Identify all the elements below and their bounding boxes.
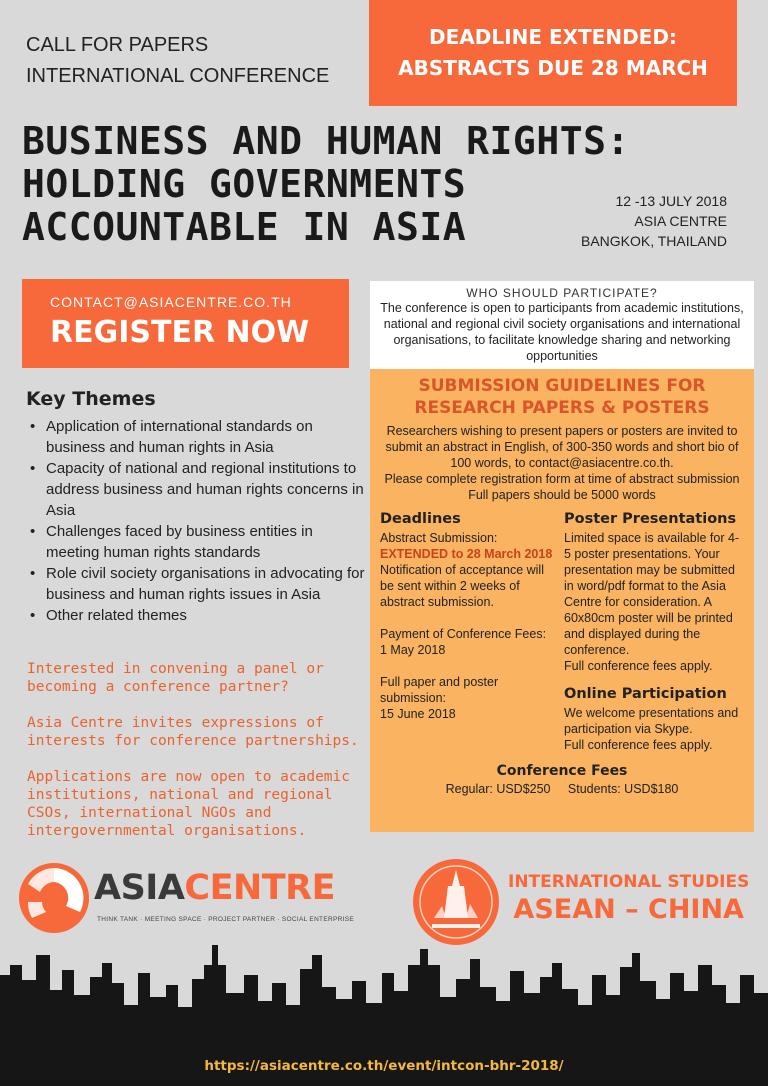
centre-word: CENTRE (184, 868, 336, 908)
submission-guidelines (370, 369, 754, 832)
themes-heading: Key Themes (26, 388, 156, 410)
submission-title (374, 375, 750, 419)
call-line-1: CALL FOR PAPERS (26, 34, 209, 56)
submission-intro-3: Full papers should be 5000 words (468, 488, 656, 502)
title-line-2: HOLDING GOVERNMENTS (22, 162, 467, 206)
is-line-1: INTERNATIONAL STUDIES (508, 872, 750, 892)
payment-label: Payment of Conference Fees: (380, 627, 547, 641)
list-item: • Application of international standards on business and human rights in Asia (26, 416, 366, 458)
themes-list (26, 416, 366, 626)
online-text: We welcome presentations and participation via Skype. (564, 706, 739, 736)
deadlines-column (374, 511, 558, 753)
asia-centre-tagline: THINK TANK · MEETING SPACE · PROJECT PARTNER · SOCIAL ENTERPRISE (97, 916, 354, 923)
who-heading: WHO SHOULD PARTICIPATE? (466, 286, 658, 300)
deadline-banner (369, 0, 737, 106)
key-themes (26, 388, 366, 626)
payment-date: 1 May 2018 (380, 643, 446, 657)
asia-word: ASIA (94, 868, 185, 908)
submission-intro (374, 423, 750, 503)
abstract-label: Abstract Submission: (380, 531, 498, 545)
full-paper-label: Full paper and poster submission: (380, 675, 499, 705)
partner-text-1: Interested in convening a panel or becoming a conference partner? (27, 661, 324, 695)
list-item: • Role civil society organisations in advocating for business and human rights issues in Asia (26, 563, 366, 605)
poster-column (558, 511, 746, 753)
list-item: • Challenges faced by business entities in meeting human rights standards (26, 521, 366, 563)
fees-heading: Conference Fees (496, 763, 628, 779)
event-location: BANGKOK, THAILAND (580, 233, 727, 249)
call-line-2: INTERNATIONAL CONFERENCE (26, 65, 330, 87)
poster-text: Limited space is available for 4-5 poster presentations. Your presentation may be submitted in word/pdf format to the Asia Centre for consideration. A 60x80cm poster will be printed and displayed during the conference. (564, 531, 740, 657)
submission-title-line-1: SUBMISSION GUIDELINES FOR (418, 376, 706, 396)
register-now-button[interactable]: REGISTER NOW (50, 315, 310, 350)
event-date: 12 -13 JULY 2018 (615, 193, 727, 209)
asia-centre-wordmark (94, 868, 335, 908)
international-studies-logo-icon (412, 858, 500, 946)
title-line-1: BUSINESS AND HUMAN RIGHTS: (22, 119, 630, 163)
conference-fees (374, 763, 750, 796)
list-item: • Capacity of national and regional institutions to address business and human rights concerns in Asia (26, 458, 366, 521)
notification-text: Notification of acceptance will be sent within 2 weeks of abstract submission. (380, 563, 544, 609)
deadline-line-1: DEADLINE EXTENDED: (429, 25, 677, 49)
submission-columns (374, 511, 750, 753)
who-text: The conference is open to participants from academic institutions, national and regional civil society organisations and international organisations, to facilitate knowledge sharing and networking opportunities (380, 301, 744, 363)
partner-text-2: Asia Centre invites expressions of interests for conference partnerships. (27, 715, 359, 749)
event-venue: ASIA CENTRE (634, 213, 727, 229)
page-title (22, 120, 630, 249)
register-banner[interactable] (22, 279, 349, 368)
fee-students: Students: USD$180 (567, 782, 679, 796)
partner-text-3: Applications are now open to academic institutions, national and regional CSOs, international NGOs and intergovernmental organisations. (27, 769, 351, 839)
event-info (581, 191, 727, 251)
submission-intro-2: Please complete registration form at time of abstract submission (384, 472, 740, 486)
call-for-papers (26, 30, 329, 92)
submission-intro-1: Researchers wishing to present papers or posters are invited to submit an abstract in English, of 300-350 words and short bio of 100 words, to contact@asiacentre.co.th. (385, 424, 739, 470)
full-paper-date: 15 June 2018 (380, 707, 456, 721)
title-line-3: ACCOUNTABLE IN ASIA (22, 205, 467, 249)
contact-email-link[interactable]: CONTACT@ASIACENTRE.CO.TH (50, 294, 292, 310)
list-item: • Other related themes (26, 605, 366, 626)
submission-title-line-2: RESEARCH PAPERS & POSTERS (414, 398, 710, 418)
international-studies-wordmark (508, 872, 749, 925)
poster-fees: Full conference fees apply. (564, 659, 713, 673)
deadline-line-2: ABSTRACTS DUE 28 MARCH (398, 56, 708, 80)
poster-heading: Poster Presentations (564, 511, 737, 527)
who-should-participate (370, 281, 754, 369)
asia-centre-logo-icon (18, 862, 90, 934)
event-url-link[interactable]: https://asiacentre.co.th/event/intcon-bhr-2018/ (204, 1058, 564, 1074)
fee-regular: Regular: USD$250 (445, 782, 551, 796)
abstract-extended: EXTENDED to 28 March 2018 (380, 547, 553, 561)
online-heading: Online Participation (564, 686, 727, 702)
deadlines-heading: Deadlines (380, 511, 461, 527)
online-fees: Full conference fees apply. (564, 738, 713, 752)
partnership-info (27, 660, 367, 858)
is-line-2: ASEAN – CHINA (513, 894, 744, 925)
